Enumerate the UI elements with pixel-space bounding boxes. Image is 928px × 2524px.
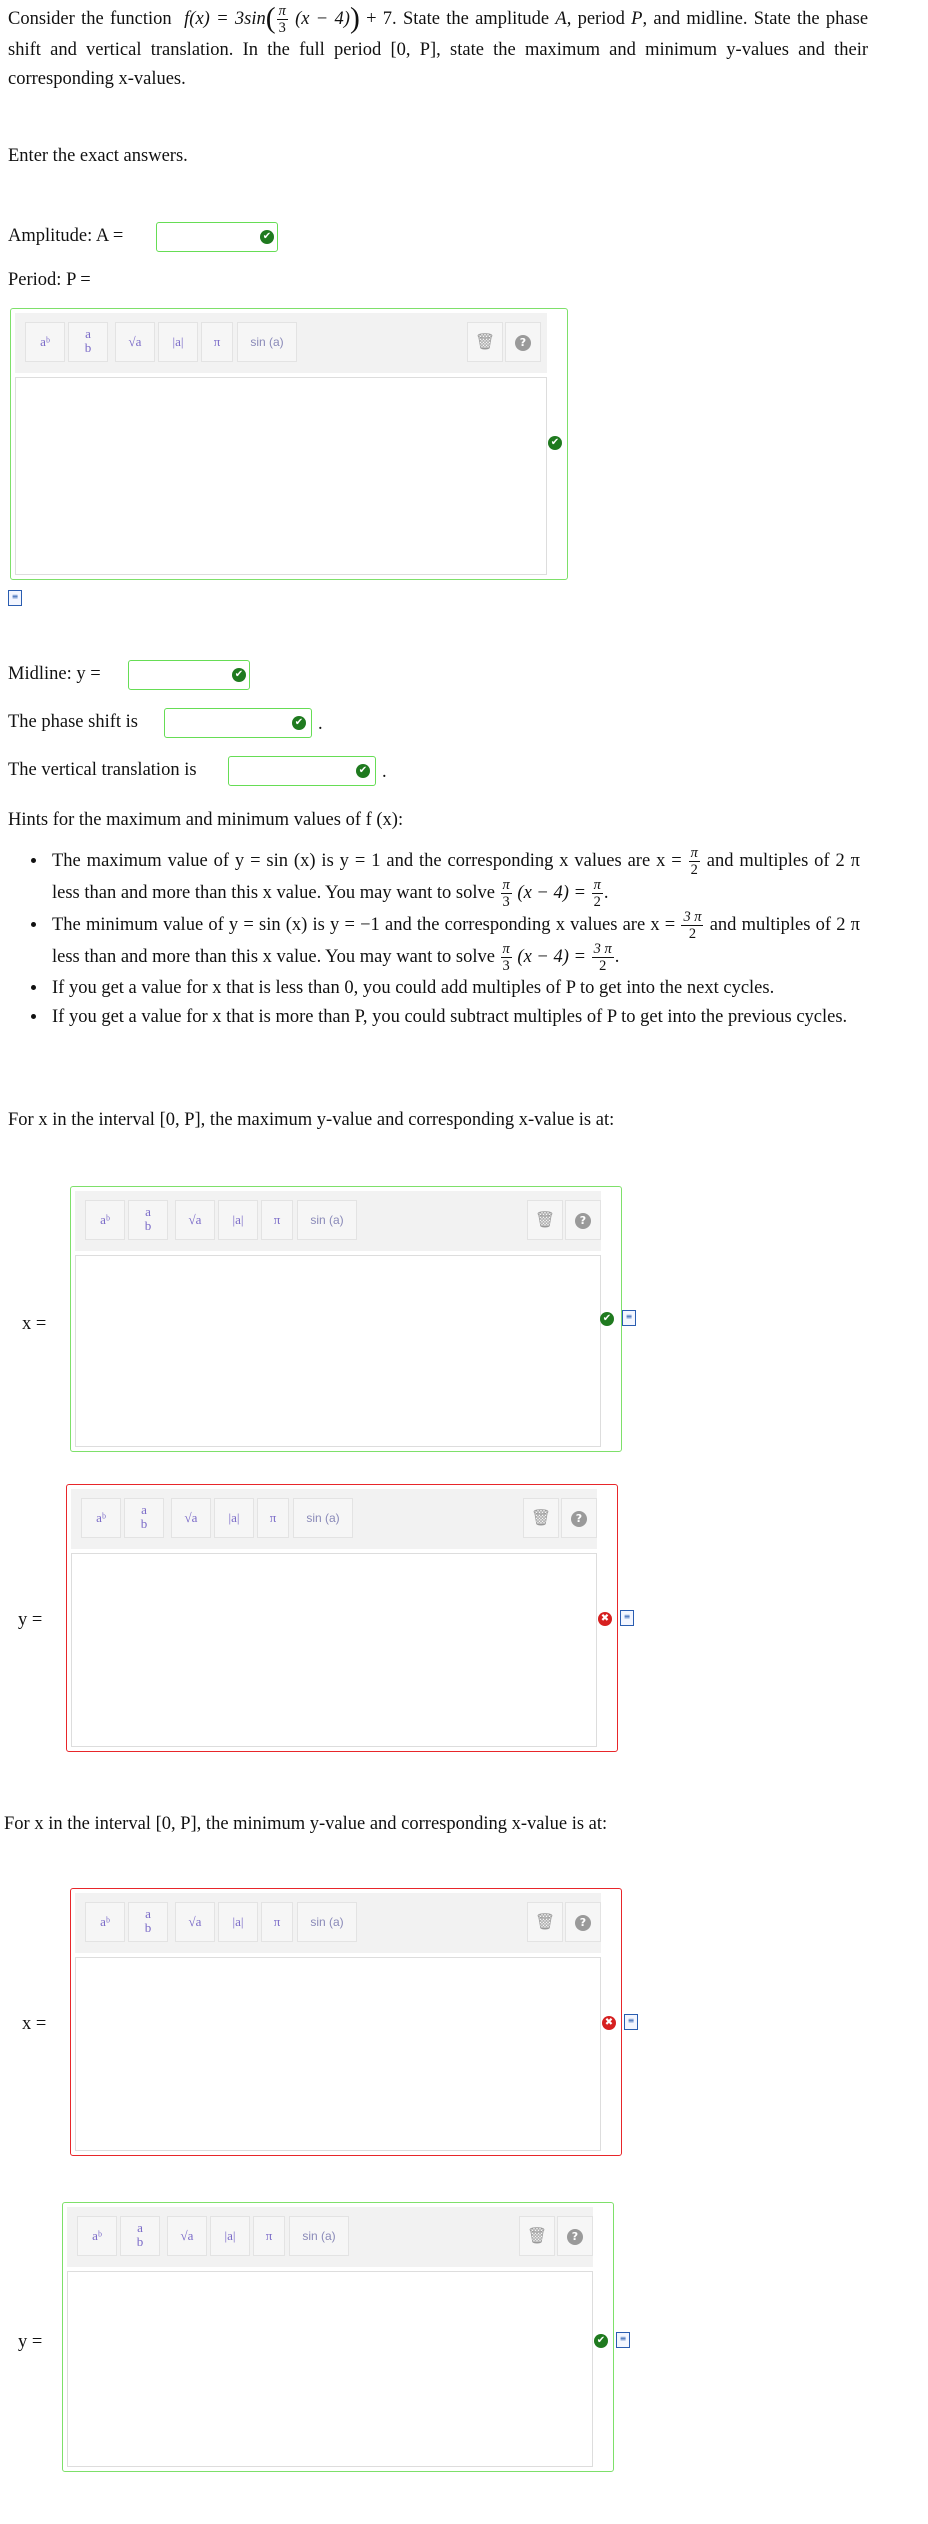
- max-x-editor-input[interactable]: [75, 1255, 601, 1447]
- min-y-label: y =: [18, 2332, 43, 2352]
- trash-icon[interactable]: 🗑: [527, 1902, 563, 1942]
- sqrt-button[interactable]: √a: [115, 322, 155, 362]
- sin-button[interactable]: sin (a): [297, 1200, 357, 1240]
- amplitude-label: Amplitude: A =: [8, 226, 124, 246]
- min-section-title: For x in the interval [0, P], the minimum y-value and corresponding x-value is at:: [4, 1814, 608, 1834]
- period-label: Period: P =: [8, 270, 91, 290]
- pi-button[interactable]: π: [261, 1902, 293, 1942]
- phase-shift-input[interactable]: [164, 708, 312, 738]
- period-correct-icon: ✔: [548, 436, 562, 450]
- pi-button[interactable]: π: [253, 2216, 285, 2256]
- power-button[interactable]: aᵇ: [81, 1498, 121, 1538]
- min-y-editor[interactable]: [62, 2202, 614, 2472]
- power-button[interactable]: aᵇ: [25, 322, 65, 362]
- hints-title: Hints for the maximum and minimum values of f (x):: [8, 810, 404, 830]
- fraction-button[interactable]: a b: [120, 2216, 160, 2256]
- midline-correct-icon: ✔: [232, 668, 246, 682]
- trash-icon[interactable]: 🗑: [527, 1200, 563, 1240]
- question-text: Consider the function f(x) = 3sin( $\frac{\pi}{3}$ (x − 4)) + 7. State the amplitude A, period P, and midline. State the phase shift and vertical translation. In the full period [0, P], state the maximum and minimum y-values and their corresponding x-values.: [8, 2, 869, 89]
- document-icon[interactable]: ≡: [8, 590, 22, 606]
- max-x-editor[interactable]: [70, 1186, 622, 1452]
- abs-button[interactable]: |a|: [218, 1902, 258, 1942]
- max-section-title: For x in the interval [0, P], the maximum y-value and corresponding x-value is at:: [8, 1110, 615, 1130]
- help-icon[interactable]: ?: [557, 2216, 593, 2256]
- max-y-editor[interactable]: [66, 1484, 618, 1752]
- max-y-editor-toolbar: [71, 1489, 597, 1549]
- amplitude-correct-icon: ✔: [260, 230, 274, 244]
- trash-icon[interactable]: 🗑: [523, 1498, 559, 1538]
- min-y-correct-icon: ✔: [594, 2334, 608, 2348]
- max-x-correct-icon: ✔: [600, 1312, 614, 1326]
- max-y-label: y =: [18, 1610, 43, 1630]
- sin-button[interactable]: sin (a): [297, 1902, 357, 1942]
- phase-shift-correct-icon: ✔: [292, 716, 306, 730]
- power-button[interactable]: aᵇ: [85, 1902, 125, 1942]
- hint-min: • The minimum value of y = sin (x) is y = −1 and the corresponding x values are x = $\frac{3 \pi}{2}$ and multiples of 2 π less than and more than this x value. You may want to solve $\frac{\pi}{3}$ (x − 4) = $\frac{3 \pi}{2}$ .: [48, 910, 860, 974]
- max-x-label: x =: [22, 1314, 47, 1334]
- fraction-button[interactable]: a b: [124, 1498, 164, 1538]
- sqrt-button[interactable]: √a: [175, 1200, 215, 1240]
- hint-less-than-zero: • If you get a value for x that is less than 0, you could add multiples of P to get into the next cycles.: [48, 974, 860, 1003]
- period-editor-toolbar: [15, 313, 547, 373]
- exact-answers-note: Enter the exact answers.: [8, 146, 188, 166]
- pi-button[interactable]: π: [261, 1200, 293, 1240]
- fraction-button[interactable]: a b: [128, 1200, 168, 1240]
- hint-more-than-p: • If you get a value for x that is more than P, you could subtract multiples of P to get into the previous cycles.: [48, 1003, 860, 1032]
- min-y-editor-input[interactable]: [67, 2271, 593, 2467]
- trash-icon[interactable]: 🗑: [519, 2216, 555, 2256]
- abs-button[interactable]: |a|: [158, 322, 198, 362]
- power-button[interactable]: aᵇ: [85, 1200, 125, 1240]
- power-button[interactable]: aᵇ: [77, 2216, 117, 2256]
- document-icon[interactable]: ≡: [620, 1610, 634, 1626]
- pi-button[interactable]: π: [257, 1498, 289, 1538]
- vertical-translation-label: The vertical translation is: [8, 760, 197, 780]
- abs-button[interactable]: |a|: [214, 1498, 254, 1538]
- abs-button[interactable]: |a|: [218, 1200, 258, 1240]
- period-editor-input[interactable]: [15, 377, 547, 575]
- help-icon[interactable]: ?: [561, 1498, 597, 1538]
- sin-button[interactable]: sin (a): [237, 322, 297, 362]
- help-icon[interactable]: ?: [505, 322, 541, 362]
- trash-icon[interactable]: 🗑: [467, 322, 503, 362]
- fraction-button[interactable]: a b: [68, 322, 108, 362]
- sin-button[interactable]: sin (a): [289, 2216, 349, 2256]
- document-icon[interactable]: ≡: [624, 2014, 638, 2030]
- min-y-editor-toolbar: [67, 2207, 593, 2267]
- min-x-label: x =: [22, 2014, 47, 2034]
- max-y-editor-input[interactable]: [71, 1553, 597, 1747]
- document-icon[interactable]: ≡: [616, 2332, 630, 2348]
- midline-label: Midline: y =: [8, 664, 101, 684]
- pi-button[interactable]: π: [201, 322, 233, 362]
- min-x-editor-toolbar: [75, 1893, 601, 1953]
- sqrt-button[interactable]: √a: [175, 1902, 215, 1942]
- phase-shift-label: The phase shift is: [8, 712, 138, 732]
- fraction-button[interactable]: a b: [128, 1902, 168, 1942]
- vertical-translation-period: .: [382, 762, 387, 782]
- max-y-incorrect-icon: ✖: [598, 1612, 612, 1626]
- hint-max: • The maximum value of y = sin (x) is y = 1 and the corresponding x values are x = $\frac{\pi}{2}$ and multiples of 2 π less than and more than this x value. You may want to solve $\frac{\pi}{3}$ (x − 4) = $\frac{\pi}{2}$ .: [48, 846, 860, 910]
- help-icon[interactable]: ?: [565, 1902, 601, 1942]
- min-x-editor[interactable]: [70, 1888, 622, 2156]
- document-icon[interactable]: ≡: [622, 1310, 636, 1326]
- help-icon[interactable]: ?: [565, 1200, 601, 1240]
- sin-button[interactable]: sin (a): [293, 1498, 353, 1538]
- min-x-editor-input[interactable]: [75, 1957, 601, 2151]
- max-x-editor-toolbar: [75, 1191, 601, 1251]
- phase-shift-period: .: [318, 714, 323, 734]
- period-editor[interactable]: [10, 308, 568, 580]
- min-x-incorrect-icon: ✖: [602, 2016, 616, 2030]
- sqrt-button[interactable]: √a: [171, 1498, 211, 1538]
- vertical-translation-correct-icon: ✔: [356, 764, 370, 778]
- sqrt-button[interactable]: √a: [167, 2216, 207, 2256]
- vertical-translation-input[interactable]: [228, 756, 376, 786]
- hints-list: [8, 846, 860, 1032]
- abs-button[interactable]: |a|: [210, 2216, 250, 2256]
